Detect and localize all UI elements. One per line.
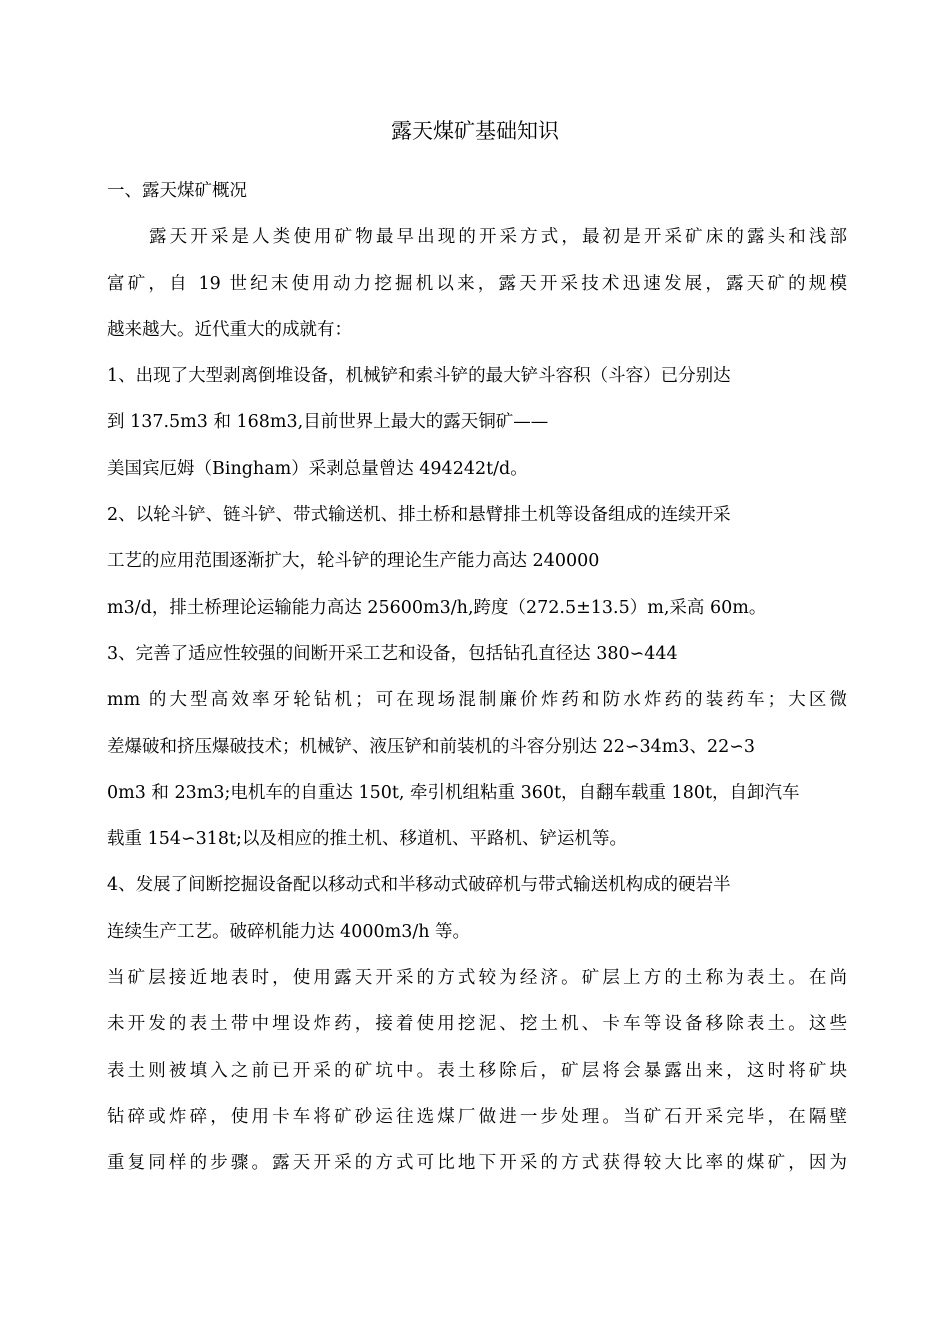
text-line: 到 137.5m3 和 168m3,目前世界上最大的露天铜矿—— [107,412,549,433]
text-line: 当矿层接近地表时，使用露天开采的方式较为经济。矿层上方的土称为表土。在尚 [107,968,847,989]
text-line: 重复同样的步骤。露天开采的方式可比地下开采的方式获得较大比率的煤矿，因为 [107,1153,847,1174]
text-line: 未开发的表土带中埋设炸药，接着使用挖泥、挖土机、卡车等设备移除表土。这些 [107,1014,847,1035]
text-line: 钻碎或炸碎，使用卡车将矿砂运往选煤厂做进一步处理。当矿石开采完毕，在隔壁 [107,1106,847,1127]
text-line: m3/d，排土桥理论运输能力高达 25600m3/h,跨度（272.5±13.5）m,采高 60m。 [107,597,767,618]
document-title: 露天煤矿基础知识 [391,119,559,143]
text-line: 露天开采是人类使用矿物最早出现的开采方式，最初是开采矿床的露头和浅部 [149,227,847,248]
text-line: 连续生产工艺。破碎机能力达 4000m3/h 等。 [107,921,471,942]
text-line: 美国宾厄姆（Bingham）采剥总量曾达 494242t/d。 [107,458,528,479]
text-line: 工艺的应用范围逐渐扩大，轮斗铲的理论生产能力高达 240000 [107,551,600,572]
text-line: 载重 154∽318t;以及相应的推土机、移道机、平路机、铲运机等。 [107,829,627,850]
text-line: 富矿，自 19 世纪末使用动力挖掘机以来，露天开采技术迅速发展，露天矿的规模 [107,273,847,294]
text-line: 越来越大。近代重大的成就有： [107,319,352,340]
document-body [107,168,847,1187]
text-line: 3、完善了适应性较强的间断开采工艺和设备，包括钻孔直径达 380∽444 [107,643,678,664]
text-line: 一、露天煤矿概况 [107,181,247,201]
text-line: 2、以轮斗铲、链斗铲、带式输送机、排土桥和悬臂排土机等设备组成的连续开采 [107,505,731,526]
text-line: 1、出现了大型剥离倒堆设备，机械铲和索斗铲的最大铲斗容积（斗容）已分别达 [107,366,731,387]
text-line: 表土则被填入之前已开采的矿坑中。表土移除后，矿层将会暴露出来，这时将矿块 [107,1060,847,1081]
text-line: 4、发展了间断挖掘设备配以移动式和半移动式破碎机与带式输送机构成的硬岩半 [107,875,731,896]
text-line: 差爆破和挤压爆破技术；机械铲、液压铲和前装机的斗容分别达 22∽34m3、22∽3 [107,736,756,757]
text-line: 0m3 和 23m3;电机车的自重达 150t, 牵引机组粘重 360t，自翻车载重 180t，自卸汽车 [107,782,800,803]
text-line: mm 的大型高效率牙轮钻机；可在现场混制廉价炸药和防水炸药的装药车；大区微 [107,690,847,711]
